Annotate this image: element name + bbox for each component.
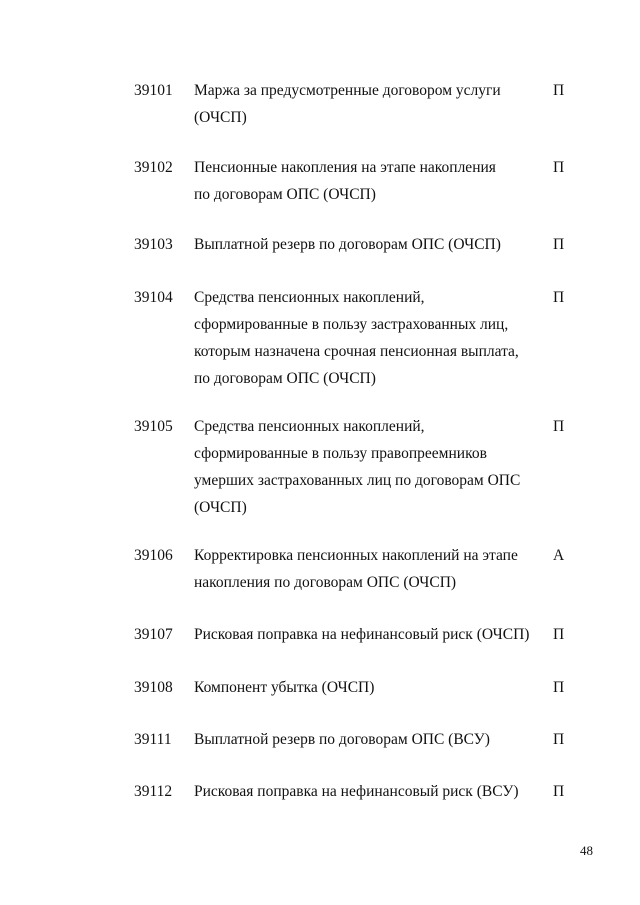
account-code: 39108 <box>134 679 173 696</box>
description-line: Средства пенсионных накоплений, <box>194 289 425 306</box>
description-line: Маржа за предусмотренные договором услуги <box>194 82 501 99</box>
account-description <box>194 726 534 753</box>
account-code: 39112 <box>134 783 173 800</box>
account-description <box>194 413 534 521</box>
account-description <box>194 621 534 648</box>
account-type: А <box>553 547 565 564</box>
account-type: П <box>553 626 565 643</box>
account-code: 39101 <box>134 82 173 99</box>
description-line: Рисковая поправка на нефинансовый риск (ВСУ) <box>194 783 519 800</box>
account-code: 39106 <box>134 547 173 564</box>
account-code: 39105 <box>134 418 173 435</box>
account-description <box>194 674 534 701</box>
account-type: П <box>553 418 565 435</box>
account-type: П <box>553 289 565 306</box>
description-line: умерших застрахованных лиц по договорам ОПС <box>194 472 521 489</box>
account-description <box>194 77 534 131</box>
account-code: 39102 <box>134 159 173 176</box>
account-type: П <box>553 82 565 99</box>
account-type: П <box>553 679 565 696</box>
description-line: Рисковая поправка на нефинансовый риск (ОЧСП) <box>194 626 530 643</box>
description-line: сформированные в пользу застрахованных лиц, <box>194 316 509 333</box>
description-line: по договорам ОПС (ОЧСП) <box>194 186 376 203</box>
description-line: накопления по договорам ОПС (ОЧСП) <box>194 574 457 591</box>
account-code: 39104 <box>134 289 173 306</box>
account-description <box>194 154 534 208</box>
description-line: (ОЧСП) <box>194 109 247 126</box>
account-type: П <box>553 731 565 748</box>
account-description <box>194 778 534 805</box>
description-line: Выплатной резерв по договорам ОПС (ВСУ) <box>194 731 490 748</box>
description-line: Компонент убытка (ОЧСП) <box>194 679 375 696</box>
description-line: сформированные в пользу правопреемников <box>194 445 487 462</box>
account-type: П <box>553 236 565 253</box>
account-code: 39111 <box>134 731 172 748</box>
description-line: которым назначена срочная пенсионная выплата, <box>194 343 519 360</box>
description-line: Корректировка пенсионных накоплений на этапе <box>194 547 518 564</box>
account-description <box>194 231 534 258</box>
account-type: П <box>553 783 565 800</box>
description-line: Средства пенсионных накоплений, <box>194 418 425 435</box>
account-description <box>194 284 534 392</box>
description-line: Выплатной резерв по договорам ОПС (ОЧСП) <box>194 236 501 253</box>
description-line: (ОЧСП) <box>194 499 247 516</box>
description-line: по договорам ОПС (ОЧСП) <box>194 370 376 387</box>
account-type: П <box>553 159 565 176</box>
account-code: 39107 <box>134 626 173 643</box>
account-description <box>194 542 534 596</box>
description-line: Пенсионные накопления на этапе накопления <box>194 159 496 176</box>
page-number: 48 <box>580 843 593 858</box>
account-code: 39103 <box>134 236 173 253</box>
